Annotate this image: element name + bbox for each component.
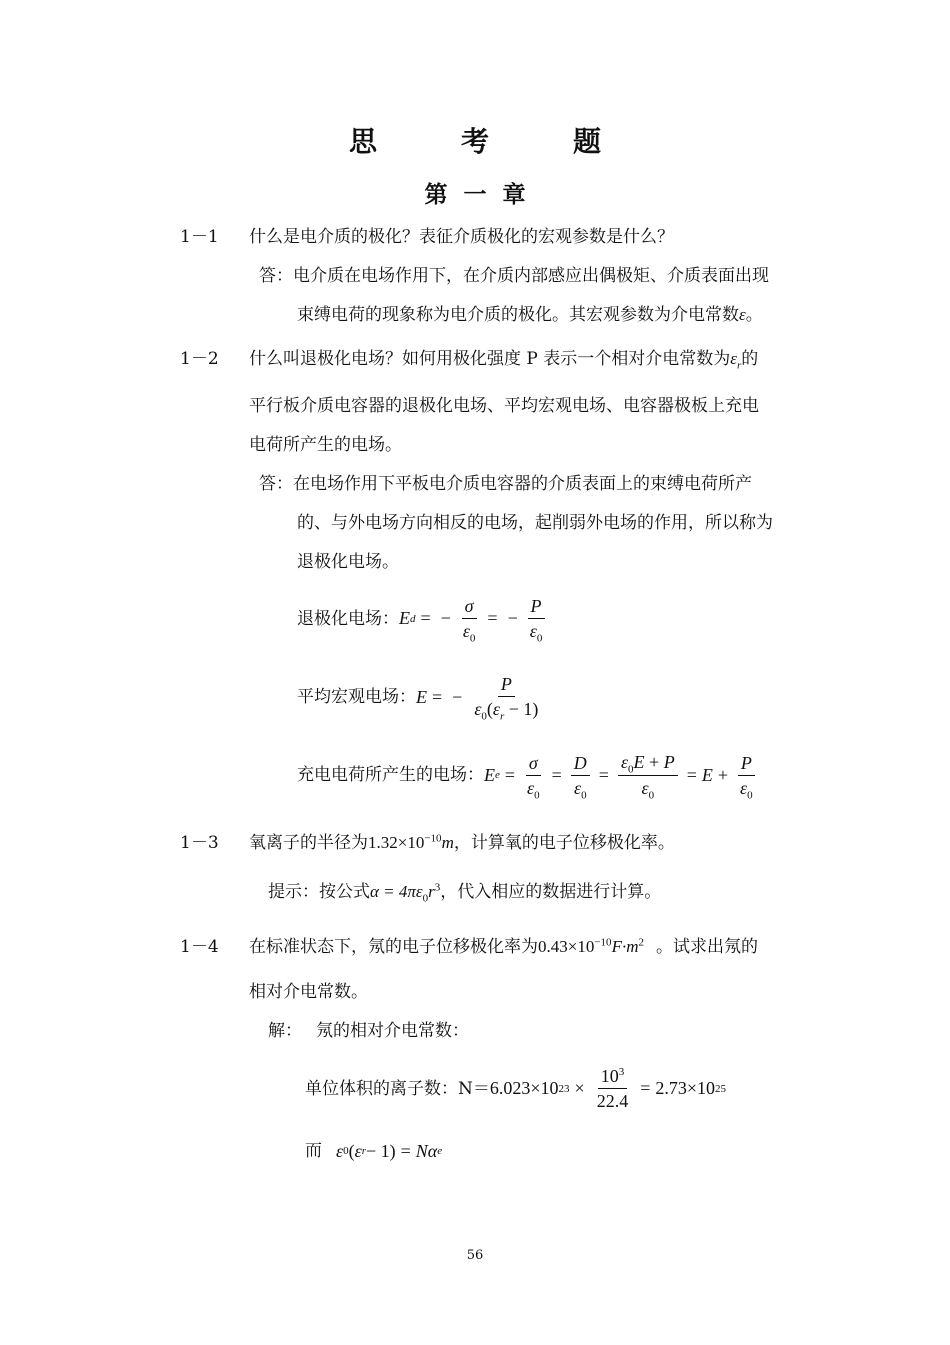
question-1-2-line2: 平行板介质电容器的退极化电场、平均宏观电场、电容器极板上充电 bbox=[249, 396, 759, 416]
question-1-1-text: 什么是电介质的极化？表征介质极化的宏观参数是什么？ bbox=[249, 227, 674, 247]
page-title: 思考题 bbox=[348, 125, 685, 158]
answer-1-1-line2: 束缚电荷的现象称为电介质的极化。其宏观参数为介电常数ε。 bbox=[297, 305, 763, 325]
equation-ion-number: 单位体积的离子数：N＝ 6.023×10 23 × $\frac{10^3}{22.4}$ = 2.73×10 25 bbox=[305, 1066, 726, 1111]
solution-1-4-label: 解： 氖的相对介电常数： bbox=[268, 1021, 469, 1041]
equation-average-field: 平均宏观电场： E = − $\frac{P}{\varepsilon_0(\varepsilon_r - 1)}$ bbox=[297, 674, 539, 723]
equation-clausius-relation: 而 ε 0 ( ε r − 1) = Nα e bbox=[305, 1140, 443, 1161]
answer-1-1-line1: 答：电介质在电场作用下，在介质内部感应出偶极矩、介质表面出现 bbox=[259, 266, 769, 286]
answer-1-2-line1: 答：在电场作用下平板电介质电容器的介质表面上的束缚电荷所产 bbox=[259, 474, 752, 494]
question-1-2-line3: 电荷所产生的电场。 bbox=[249, 435, 402, 455]
question-1-4-line1: 在标准状态下，氖的电子位移极化率为$0.43\times 10^{-10}F\cdot m^2$ 。试求出氖的 bbox=[249, 936, 758, 957]
question-1-2-line1: 什么叫退极化电场？如何用极化强度 P 表示一个相对介电常数为$\varepsilon_r$的 bbox=[249, 349, 759, 372]
chapter-heading: 第一章 bbox=[424, 182, 542, 208]
equation-charge-field: 充电电荷所产生的电场： E e = $\frac{\sigma}{\varepsilon_0}$ = $\frac{D}{\varepsilon_0}$ = $\frac{\varepsilon_0E + P}{\varepsilon_0}$ = E + $\frac{P}{\varepsilon_0}$ bbox=[297, 752, 760, 798]
hint-1-3: 提示：按公式$\alpha = 4\pi\varepsilon_0r^3$，代入相应的数据进行计算。 bbox=[268, 881, 662, 905]
answer-1-2-line3: 退极化电场。 bbox=[297, 552, 399, 572]
question-number-1-2: 1－2 bbox=[180, 349, 219, 369]
answer-1-2-line2: 的、与外电场方向相反的电场，起削弱外电场的作用，所以称为 bbox=[297, 513, 773, 533]
question-1-3-text: 氧离子的半径为$1.32\times 10^{-10}m$，计算氧的电子位移极化率。 bbox=[249, 832, 675, 853]
equation-depolarization-field: 退极化电场： E d = − $\frac{\sigma}{\varepsilon_0}$ = − $\frac{P}{\varepsilon_0}$ bbox=[297, 596, 549, 641]
question-1-4-line2: 相对介电常数。 bbox=[249, 982, 368, 1002]
answer-label: 答： bbox=[259, 266, 293, 286]
question-number-1-1: 1－1 bbox=[180, 227, 219, 247]
question-number-1-3: 1－3 bbox=[180, 833, 219, 853]
page-number: 56 bbox=[466, 1248, 484, 1263]
question-number-1-4: 1－4 bbox=[180, 937, 219, 957]
answer-label: 答： bbox=[259, 474, 293, 494]
